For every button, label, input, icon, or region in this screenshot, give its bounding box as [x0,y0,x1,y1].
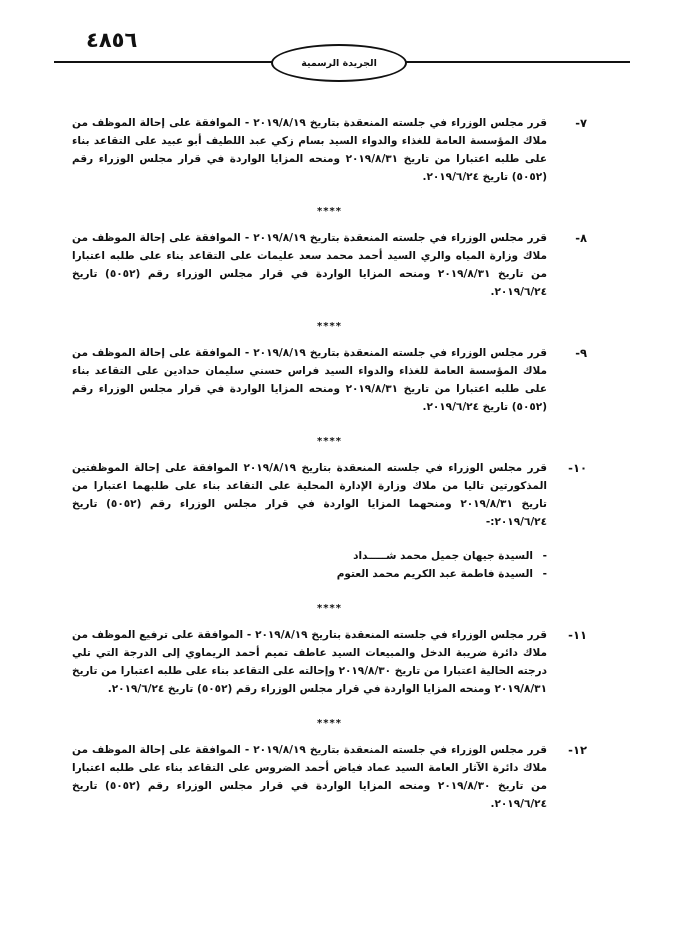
section-separator: **** [317,603,342,614]
gazette-title-badge [271,44,407,82]
decision-text: قرر مجلس الوزراء في جلسته المنعقدة بتاريخ ٢٠١٩/٨/١٩ - الموافقة على إحالة الموظف من ملاك المؤسسة العامة للغذاء والدواء السيد بسام زكي عبد اللطيف أبو عبيد على التقاعد بناء على طلبه اعتبارا من تاريخ ٢٠١٩/٨/٣١ ومنحه المزايا الواردة في قرار مجلس الوزراء رقم (٥٠٥٢) تاريخ ٢٠١٩/٦/٢٤. [72,117,547,183]
section-separator: **** [317,436,342,447]
decision-item-10 [72,459,587,531]
decision-text: قرر مجلس الوزراء في جلسته المنعقدة بتاريخ ٢٠١٩/٨/١٩ - الموافقة على ترفيع الموظف من ملاك دائرة ضريبة الدخل والمبيعات السيد عاطف تميم أحمد الريماوي إلى الدرجة التي تلي درجته الحالية اعتبارا من تاريخ ٢٠١٩/٨/٣٠ وإحالته على التقاعد بناء على طلبه اعتبارا من تاريخ ٢٠١٩/٨/٣١ ومنحه المزايا الواردة في قرار مجلس الوزراء رقم (٥٠٥٢) تاريخ ٢٠١٩/٦/٢٤. [72,629,547,695]
section-separator: **** [317,718,342,729]
decision-text: قرر مجلس الوزراء في جلسته المنعقدة بتاريخ ٢٠١٩/٨/١٩ - الموافقة على إحالة الموظف من ملاك وزارة المياه والري السيد أحمد محمد سعد عليمات على التقاعد بناء على طلبه اعتبارا من تاريخ ٢٠١٩/٨/٣١ ومنحه المزايا الواردة في قرار مجلس الوزراء رقم (٥٠٥٢) تاريخ ٢٠١٩/٦/٢٤. [72,232,548,298]
section-separator: **** [317,321,342,332]
decision-number: ١٢- [568,743,587,757]
list-item: - السيدة جيهان جميل محمد شـــــداد [353,550,547,562]
decision-text: قرر مجلس الوزراء في جلسته المنعقدة بتاريخ ٢٠١٩/٨/١٩ الموافقة على إحالة الموظفتين المذكورتين تاليا من ملاك وزارة الإدارة المحلية على التقاعد بناء على طلبهما اعتبارا من تاريخ ٢٠١٩/٨/٣١ ومنحهما المزايا الواردة في قرار مجلس الوزراء رقم (٥٠٥٢) تاريخ ٢٠١٩/٦/٢٤:- [72,462,547,528]
page-number: ٤٨٥٦ [86,28,138,52]
decision-number: ٧- [575,116,587,130]
decision-item-7 [72,114,587,186]
decision-item-12 [72,741,587,813]
decisions-list [72,114,587,813]
decision-item-11 [72,626,587,698]
retiree-name: السيدة فاطمة عبد الكريم محمد العتوم [336,568,533,580]
decision-number: ٩- [575,346,587,360]
gazette-title: الجريدة الرسمية [301,57,377,69]
decision-number: ١٠- [568,461,587,475]
decision-item-8 [72,229,587,301]
retiree-names-list [72,547,587,583]
decision-text: قرر مجلس الوزراء في جلسته المنعقدة بتاريخ ٢٠١٩/٨/١٩ - الموافقة على إحالة الموظف من ملاك المؤسسة العامة للغذاء والدواء السيد فراس حسني سليمان حدادين على التقاعد بناء على طلبه اعتبارا من تاريخ ٢٠١٩/٨/٣١ ومنحه المزايا الواردة في قرار مجلس الوزراء رقم (٥٠٥٢) تاريخ ٢٠١٩/٦/٢٤. [72,347,547,413]
decision-number: ٨- [575,231,587,245]
retiree-name: السيدة جيهان جميل محمد شـــــداد [353,550,533,562]
decision-text: قرر مجلس الوزراء في جلسته المنعقدة بتاريخ ٢٠١٩/٨/١٩ - الموافقة على إحالة الموظف من ملاك دائرة الآثار العامة السيد عماد فياض أحمد الضروس على التقاعد بناء على طلبه اعتبارا من تاريخ ٢٠١٩/٨/٣٠ ومنحه المزايا الواردة في قرار مجلس الوزراء رقم (٥٠٥٢) تاريخ ٢٠١٩/٦/٢٤. [72,744,548,810]
decision-item-9 [72,344,587,416]
list-item: - السيدة فاطمة عبد الكريم محمد العتوم [336,568,547,580]
decision-number: ١١- [568,628,587,642]
section-separator: **** [317,206,342,217]
